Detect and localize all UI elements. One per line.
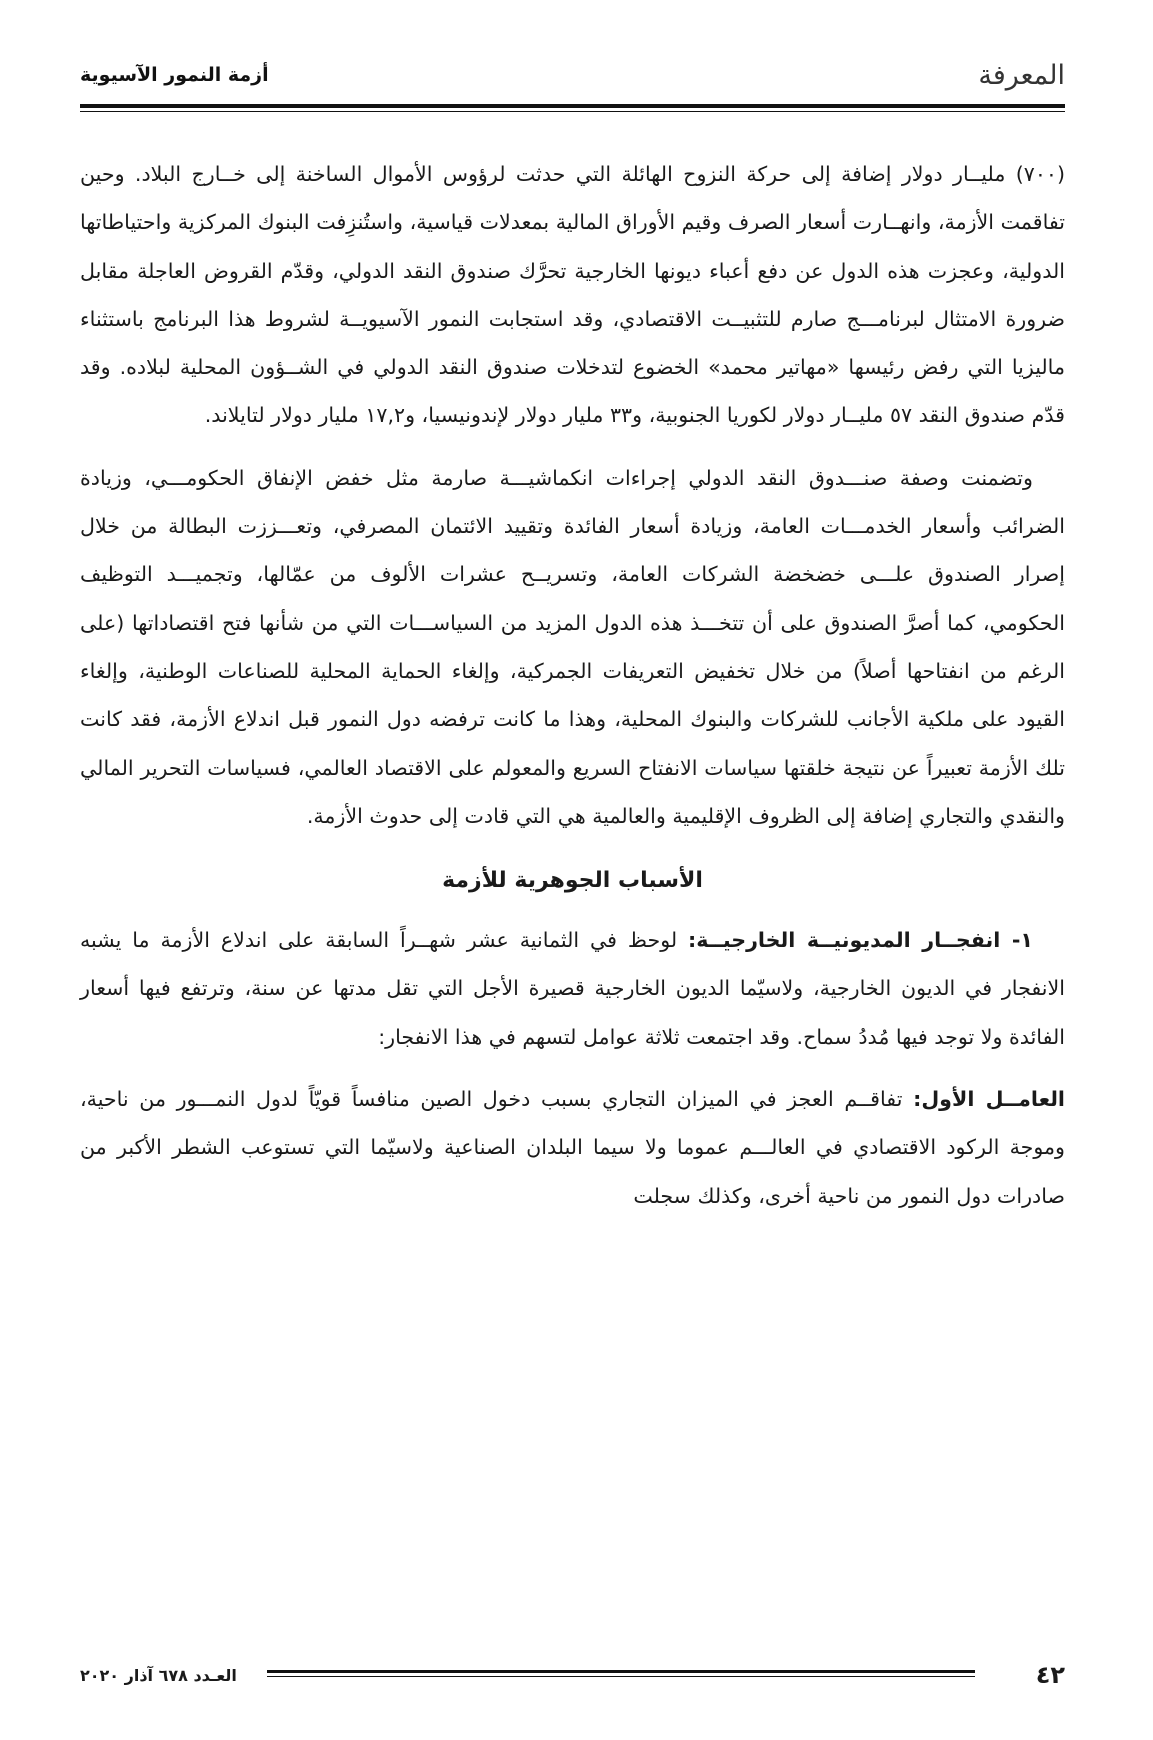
page-number: ٤٢ [1035,1661,1065,1689]
footer-rule-thin [267,1676,975,1677]
item-1-text: لوحظ في الثمانية عشر شهــراً السابقة على اندلاع الأزمة ما يشبه الانفجار في الديون الخارجية، ولاسيّما الديون الخارجية قصيرة الأجل التي تقل مدتها عن سنة، وترتفع فيها أسعار الفائدة ولا توجد فيها مُددُ سماح. وقد اجتمعت ثلاثة عوامل لتسهم في هذا الانفجار: [80,928,1065,1049]
header-rule-thick [80,104,1065,108]
footer-rule [267,1670,975,1680]
page-footer [80,1655,1065,1695]
item-1-lead: ١- انفجــار المديونيــة الخارجيــة: [688,928,1033,953]
magazine-logo: المعرفة [978,59,1065,91]
factor-1-lead: العامــل الأول: [913,1087,1065,1112]
paragraph-2: وتضمنت وصفة صنـــدوق النقد الدولي إجراءات انكماشيـــة صارمة مثل خفض الإنفاق الحكومـــي، وزيادة الضرائب وأسعار الخدمـــات العامة، وزيادة أسعار الفائدة وتقييد الائتمان المصرفي، وتعـــززت البطالة من خلال إصرار الصندوق علـــى خضخضة الشركات العامة، وتسريــح عشرات الألوف من عمّالها، وتجميـــد التوظيف الحكومي، كما أصرَّ الصندوق على أن تتخـــذ هذه الدول المزيد من السياســـات التي من شأنها فتح اقتصاداتها (على الرغم من انفتاحها أصلاً) من خلال تخفيض التعريفات الجمركية، وإلغاء الحماية المحلية للصناعات الوطنية، وإلغاء القيود على ملكية الأجانب للشركات والبنوك المحلية، وهذا ما كانت ترفضه دول النمور قبل اندلاع الأزمة، فقد كانت تلك الأزمة تعبيراً عن نتيجة خلقتها سياسات الانفتاح السريع والمعولم على الاقتصاد العالمي، فسياسات التحرير المالي والنقدي والتجاري إضافة إلى الظروف الإقليمية والعالمية هي التي قادت إلى حدوث الأزمة. [80,465,1065,828]
article-body [80,150,1065,1220]
running-title: أزمة النمور الآسيوية [80,64,269,86]
page-header [80,52,1065,98]
section-heading: الأسباب الجوهرية للأزمة [442,868,703,894]
header-rule-thin [80,111,1065,112]
factor-1-paragraph [80,1075,1065,1220]
factor-1-text: تفاقــم العجز في الميزان التجاري بسبب دخول الصين منافساً قويّاً لدول النمـــور من ناحية، وموجة الركود الاقتصادي في العالـــم عموما ولا سيما البلدان الصناعية ولاسيّما التي تستوعب الشطر الأكبر من صادرات دول النمور من ناحية أخرى، وكذلك سجلت [80,1087,1065,1208]
footer-rule-thick [267,1670,975,1673]
paragraph-1: (٧٠٠) مليــار دولار إضافة إلى حركة النزوح الهائلة التي حدثت لرؤوس الأموال الساخنة إلى خــارج البلاد. وحين تفاقمت الأزمة، وانهــارت أسعار الصرف وقيم الأوراق المالية بمعدلات قياسية، واستُنزِفت البنوك المركزية واحتياطاتها الدولية، وعجزت هذه الدول عن دفع أعباء ديونها الخارجية تحرَّك صندوق النقد الدولي، وقدّم القروض العاجلة مقابل ضرورة الامتثال لبرنامـــج صارم للتثبيــت الاقتصادي، وقد استجابت النمور الآسيويــة لشروط هذا البرنامج باستثناء ماليزيا التي رفض رئيسها «مهاتير محمد» الخضوع لتدخلات صندوق النقد الدولي في الشــؤون المحلية لبلاده. وقد قدّم صندوق النقد ٥٧ مليــار دولار لكوريا الجنوبية، و٣٣ مليار دولار لإندونيسيا، و١٧,٢ مليار دولار لتايلاند. [80,162,1065,428]
item-1-paragraph [80,916,1065,1061]
issue-info: العـدد ٦٧٨ آذار ٢٠٢٠ [80,1665,237,1685]
